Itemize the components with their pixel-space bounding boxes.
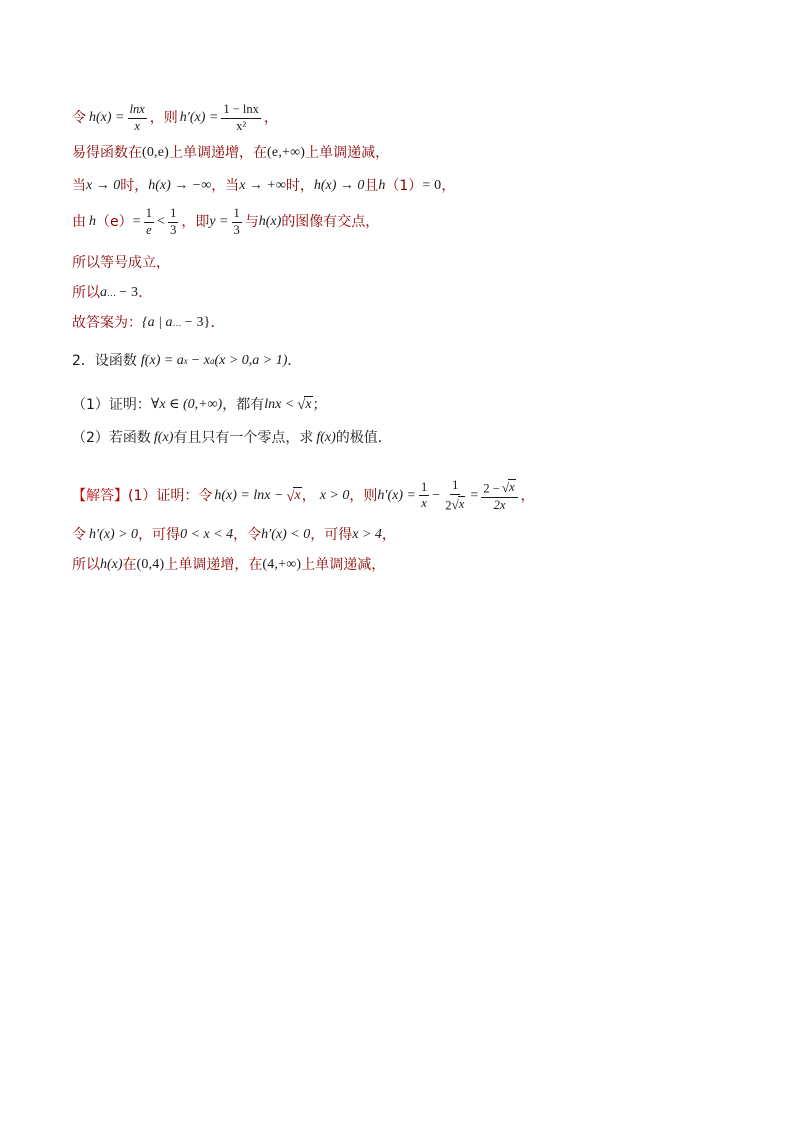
text: 易得函数在 (72, 145, 142, 161)
denominator: 3 (233, 222, 240, 237)
math: h(x) → 0 (313, 178, 365, 193)
math: (e,+∞) (267, 145, 306, 160)
text: ． (210, 315, 225, 331)
math: lnx < (264, 396, 295, 412)
math: h′(x) = (179, 110, 219, 126)
numerator: 1 − lnx (221, 103, 261, 119)
solution-tag: 【解答】 (72, 487, 128, 504)
square-root (502, 479, 516, 494)
text: 上单调递减， (301, 557, 386, 573)
math: x → +∞ (239, 178, 286, 193)
text: ，则 (349, 487, 378, 504)
radical-sign: √ (286, 488, 295, 505)
denominator: e (146, 222, 152, 237)
math: h(x) = lnx − (214, 487, 284, 503)
denominator: x² (236, 118, 247, 133)
text: 所以 (72, 557, 100, 573)
text: 2．设函数 (72, 353, 137, 369)
math: {a | a (142, 315, 173, 330)
math: = (132, 214, 141, 230)
text: 令 (72, 527, 86, 543)
line-6 (72, 286, 152, 300)
math: x > 4 (352, 527, 382, 542)
denominator: 3 (170, 222, 177, 237)
numerator: lnx (128, 103, 147, 119)
fraction (144, 207, 154, 238)
fraction (419, 481, 429, 512)
text: 所以 (72, 285, 100, 301)
text: 的极值． (335, 430, 392, 446)
text: ， (441, 178, 456, 194)
denominator-coefficient: 2 (445, 498, 452, 512)
text: ，即 (181, 214, 210, 231)
radicand: x (458, 496, 465, 511)
text: 故答案为： (72, 315, 142, 331)
math: (0,e) (142, 145, 170, 160)
math: f(x) (153, 430, 174, 445)
math: h′(x) > 0 (89, 527, 139, 542)
square-root (297, 396, 312, 413)
text: ； (312, 396, 327, 413)
text: 且 (364, 178, 379, 194)
math: h(x) = (89, 110, 125, 126)
text: 当 (72, 178, 86, 194)
text: 上单调递增，在 (164, 557, 263, 573)
math: a (100, 285, 107, 300)
math: 0 < x < 4 (180, 527, 234, 542)
line-4 (72, 207, 379, 238)
math: (x > 0,a > 1) (214, 353, 288, 368)
math: h(x) (100, 557, 123, 572)
problem-2-part-2 (72, 431, 392, 445)
text: （1）证明： (72, 396, 151, 413)
math: f(x) = a (140, 353, 184, 368)
radical-sign: √ (451, 497, 459, 512)
math: − x (190, 353, 210, 368)
denominator (443, 495, 467, 513)
text: ，可得 (138, 527, 181, 543)
fraction (481, 479, 517, 513)
text: 令 (72, 110, 86, 127)
text: 时， (285, 178, 314, 194)
line-7 (72, 316, 225, 330)
text: 由 (72, 214, 86, 231)
fraction (168, 207, 178, 238)
denominator: x (134, 118, 140, 133)
radical-sign: √ (297, 397, 306, 414)
text: (1）证明：令 (128, 487, 213, 504)
square-root (286, 487, 301, 504)
math: − (432, 487, 441, 503)
problem-2-statement (72, 354, 301, 368)
numerator: 1 (144, 207, 154, 223)
fraction (221, 103, 261, 134)
line-3 (72, 179, 455, 193)
radicand: x (305, 397, 312, 412)
math-subscript: … (172, 317, 182, 328)
text: ， (381, 527, 396, 543)
solution-line-3 (72, 558, 385, 572)
text: 有且只有一个零点，求 (173, 430, 314, 446)
math: x → 0 (86, 178, 121, 193)
problem-2-part-1 (72, 396, 327, 413)
text: 与 (244, 214, 259, 231)
text: 在 (122, 557, 137, 573)
denominator: x (421, 496, 427, 511)
text: （1） (385, 178, 423, 194)
solution-line-1 (72, 479, 535, 513)
denominator: 2x (493, 498, 506, 512)
line-2 (72, 146, 389, 160)
text: ，则 (149, 110, 178, 127)
math-superscript: x (183, 355, 188, 366)
text: ， (301, 487, 316, 504)
math: = 0 (422, 178, 442, 193)
math: < (156, 214, 166, 230)
solution-line-2 (72, 528, 396, 542)
math: f(x) (316, 430, 336, 445)
text: ，都有 (222, 396, 265, 413)
text: ，当 (211, 178, 240, 194)
text: ， (520, 487, 535, 504)
numerator: 1 (232, 207, 242, 223)
text: 的图像有交点， (281, 214, 380, 231)
text: （2）若函数 (72, 430, 151, 446)
text: ． (287, 353, 302, 369)
radical-sign: √ (501, 480, 510, 496)
square-root (452, 496, 466, 511)
fraction (443, 479, 467, 513)
line-1 (72, 103, 278, 134)
math: h′(x) < 0 (261, 527, 311, 542)
text: ，可得 (310, 527, 353, 543)
math: h′(x) = (377, 487, 416, 503)
text: 所以等号成立， (72, 255, 170, 271)
text: 上单调递减， (305, 145, 390, 161)
radicand: x (294, 488, 301, 504)
math: h (378, 178, 386, 193)
fraction (232, 207, 242, 238)
math-subscript: … (107, 287, 117, 298)
math: h(x) (258, 214, 282, 230)
text: ，令 (233, 527, 262, 543)
text: 上单调递增，在 (169, 145, 268, 161)
math: x > 0 (319, 487, 350, 503)
line-5 (72, 256, 170, 270)
math: ∀x ∈ (0,+∞) (150, 396, 223, 412)
math: h (89, 214, 96, 230)
math: − 3} (184, 315, 211, 330)
math: h(x) → −∞ (148, 178, 212, 193)
numerator: 1 (419, 481, 429, 497)
fraction (128, 103, 147, 134)
math: = (470, 487, 479, 503)
numerator (481, 479, 517, 498)
radicand: x (509, 480, 515, 494)
math: (4,+∞) (262, 557, 302, 572)
math: (0,4) (136, 557, 165, 572)
text: （e） (96, 214, 133, 231)
math: y = (209, 214, 229, 230)
text: ， (263, 110, 278, 127)
text: ． (138, 285, 153, 301)
text: 时， (120, 178, 149, 194)
numerator-term: 2 − (483, 481, 500, 496)
math-superscript: a (209, 355, 215, 366)
math: − 3 (119, 285, 139, 300)
numerator: 1 (168, 207, 178, 223)
numerator: 1 (450, 479, 460, 495)
